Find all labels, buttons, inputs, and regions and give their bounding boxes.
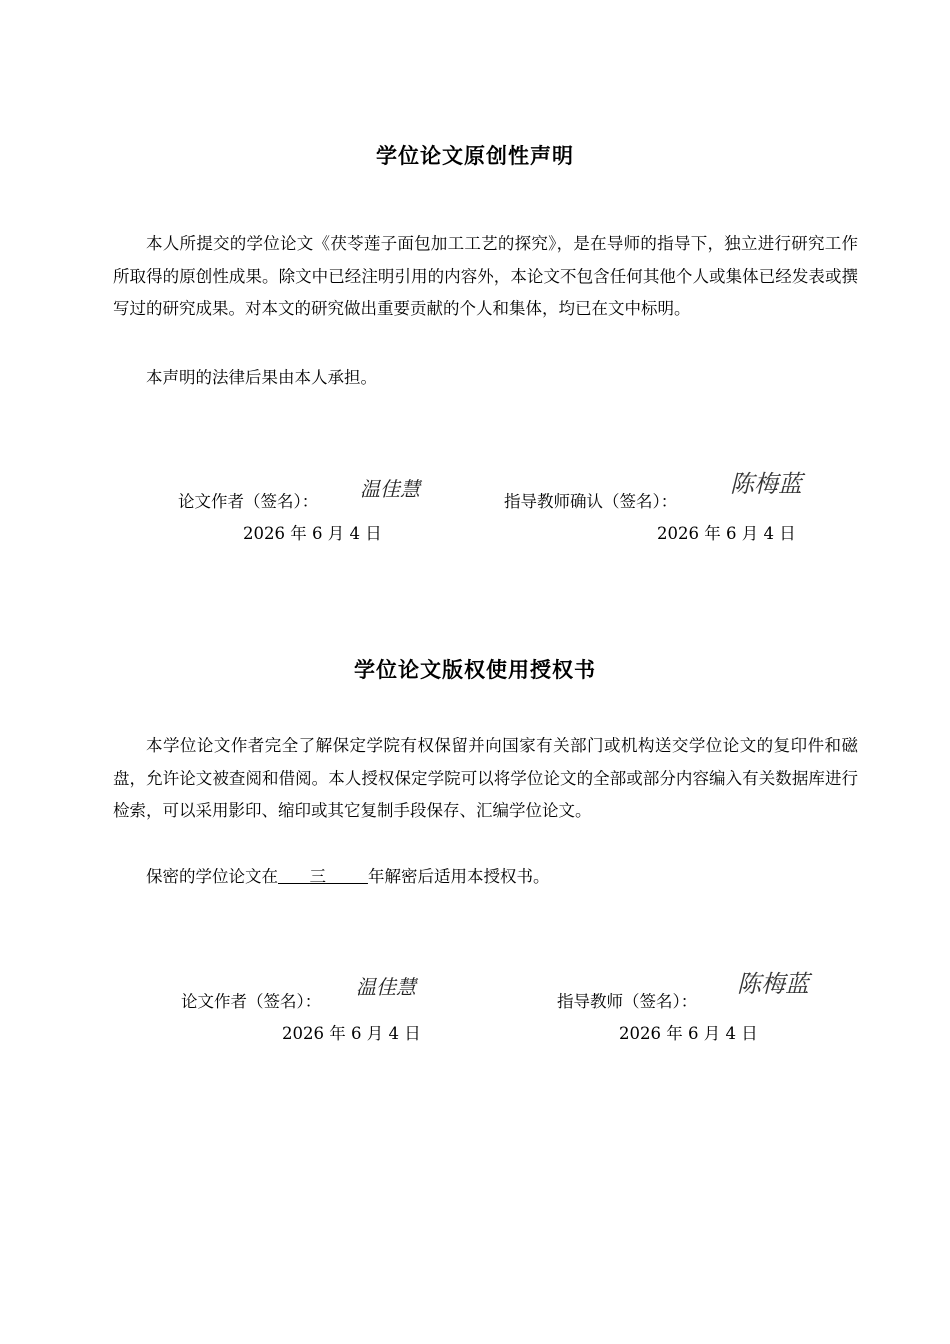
svg-text:陈梅蓝: 陈梅蓝 bbox=[737, 970, 809, 998]
svg-text:陈梅蓝: 陈梅蓝 bbox=[730, 470, 802, 498]
authorization-advisor-date: 2026 年 6 月 4 日 bbox=[619, 1024, 758, 1043]
authorization-paragraph-2-after: 年解密后适用本授权书。 bbox=[367, 867, 550, 886]
svg-text:温佳慧: 温佳慧 bbox=[360, 477, 420, 501]
authorization-author-label: 论文作者（签名）： bbox=[181, 992, 322, 1011]
originality-author-date: 2026 年 6 月 4 日 bbox=[243, 524, 382, 543]
originality-advisor-label: 指导教师确认（签名）： bbox=[504, 492, 678, 511]
authorization-advisor-signature bbox=[735, 964, 815, 1004]
authorization-paragraph-1: 本学位论文作者完全了解保定学院有权保留并向国家有关部门或机构送交学位论文的复印件和磁盘，允许论文被查阅和借阅。本人授权保定学院可以将学位论文的全部或部分内容编入有关数据库进行检索，可以采用影印、缩印或其它复制手段保存、汇编学位论文。 bbox=[113, 736, 858, 820]
originality-paragraph-2: 本声明的法律后果由本人承担。 bbox=[146, 368, 377, 387]
author-signature-image bbox=[354, 970, 424, 1002]
originality-advisor-signature bbox=[728, 464, 808, 504]
confidential-years-value: 三 bbox=[309, 867, 326, 886]
originality-title: 学位论文原创性声明 bbox=[376, 144, 574, 168]
authorization-paragraph-2-before: 保密的学位论文在 bbox=[146, 867, 278, 886]
originality-paragraph-1: 本人所提交的学位论文《茯苓莲子面包加工工艺的探究》，是在导师的指导下，独立进行研究工作所取得的原创性成果。除文中已经注明引用的内容外，本论文不包含任何其他个人或集体已经发表或撰写过的研究成果。对本文的研究做出重要贡献的个人和集体，均已在文中标明。 bbox=[113, 234, 858, 318]
authorization-paragraph-2 bbox=[113, 861, 858, 894]
svg-text:温佳慧: 温佳慧 bbox=[356, 975, 416, 999]
originality-advisor-date: 2026 年 6 月 4 日 bbox=[657, 524, 796, 543]
confidential-years-blank bbox=[278, 861, 368, 894]
originality-author-signature bbox=[358, 472, 428, 504]
authorization-advisor-label: 指导教师（签名）： bbox=[557, 992, 698, 1011]
authorization-title: 学位论文版权使用授权书 bbox=[354, 658, 596, 682]
authorization-author-signature bbox=[354, 970, 424, 1002]
authorization-author-date: 2026 年 6 月 4 日 bbox=[282, 1024, 421, 1043]
advisor-signature-image bbox=[728, 464, 808, 504]
originality-author-label: 论文作者（签名）： bbox=[178, 492, 319, 511]
author-signature-image bbox=[358, 472, 428, 504]
advisor-signature-image bbox=[735, 964, 815, 1004]
